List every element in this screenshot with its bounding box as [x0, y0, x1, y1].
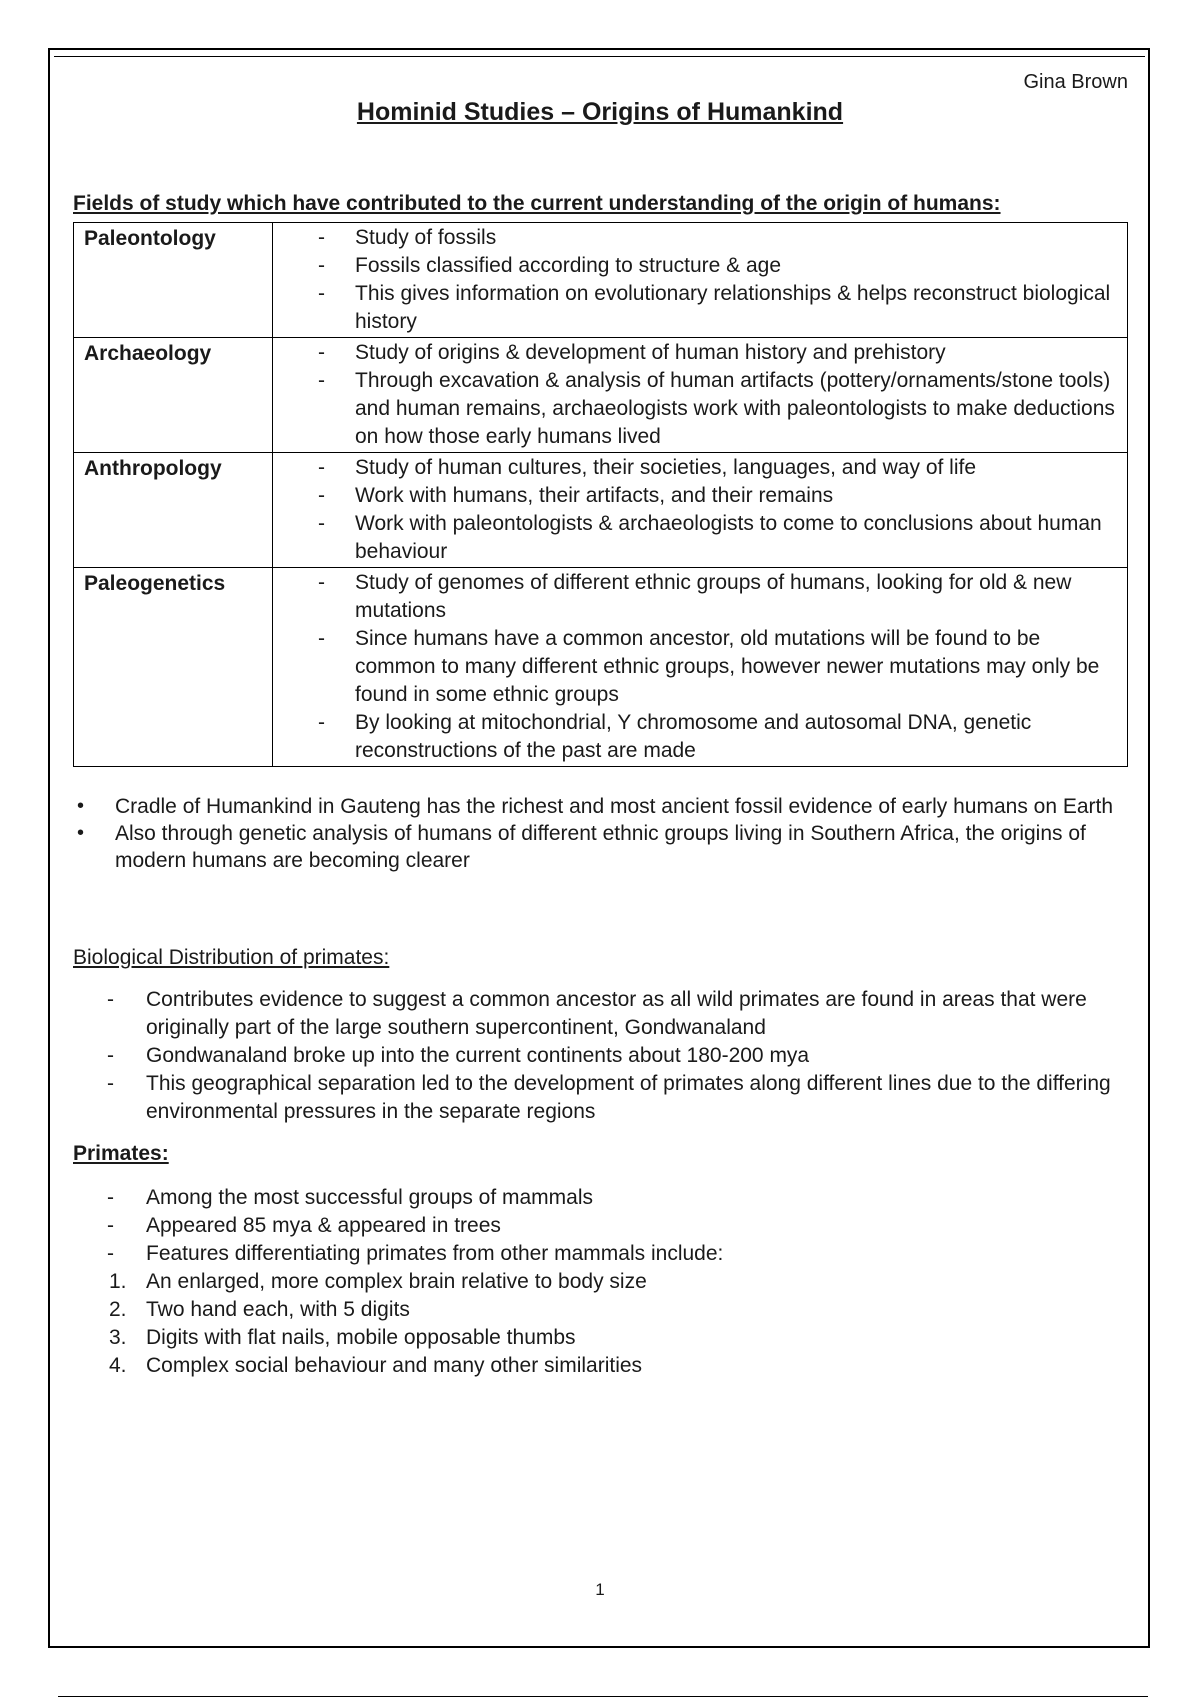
feature-text: Digits with flat nails, mobile opposable thumbs: [146, 1326, 576, 1349]
field-point: - This gives information on evolutionary relationships & helps reconstruct biological history: [273, 280, 1127, 336]
summary-bullets: [73, 793, 1128, 874]
field-row: [74, 568, 1128, 767]
feature-item: [73, 1296, 1128, 1324]
summary-bullet: • Also through genetic analysis of humans of different ethnic groups living in Southern Africa, the origins of modern humans are becoming clearer: [73, 820, 1128, 874]
field-point: - Work with humans, their artifacts, and their remains: [273, 482, 1127, 510]
fields-table: [73, 222, 1128, 767]
primates-points: [73, 1184, 1128, 1268]
field-name: Archaeology: [74, 338, 273, 453]
field-name: Anthropology: [74, 453, 273, 568]
field-point: - Fossils classified according to structure & age: [273, 252, 1127, 280]
bio-heading: Biological Distribution of primates:: [73, 946, 390, 969]
field-name: Paleogenetics: [74, 568, 273, 767]
primates-point: - Features differentiating primates from other mammals include:: [73, 1240, 1128, 1268]
feature-text: An enlarged, more complex brain relative to body size: [146, 1270, 647, 1293]
field-point: - Study of human cultures, their societies, languages, and way of life: [273, 454, 1127, 482]
feature-number: 4.: [109, 1354, 127, 1377]
document-title: Hominid Studies – Origins of Humankind: [356, 98, 844, 126]
primates-point: - Among the most successful groups of mammals: [73, 1184, 1128, 1212]
field-description: [273, 568, 1128, 767]
field-description: [273, 453, 1128, 568]
bio-points: [73, 986, 1128, 1126]
document-body: [73, 190, 1128, 1380]
field-description: [273, 223, 1128, 338]
feature-number: 2.: [109, 1298, 127, 1321]
primates-heading: Primates:: [73, 1142, 169, 1165]
field-point: - Study of origins & development of human history and prehistory: [273, 339, 1127, 367]
feature-item: [73, 1324, 1128, 1352]
bottom-rule: [58, 1696, 1148, 1697]
bio-point: - Contributes evidence to suggest a common ancestor as all wild primates are found in areas that were originally part of the large southern supercontinent, Gondwanaland: [73, 986, 1128, 1042]
field-point: - Study of fossils: [273, 224, 1127, 252]
field-point: - By looking at mitochondrial, Y chromosome and autosomal DNA, genetic reconstructions of the past are made: [273, 709, 1127, 765]
feature-text: Two hand each, with 5 digits: [146, 1298, 410, 1321]
feature-item: [73, 1268, 1128, 1296]
field-point: - Work with paleontologists & archaeologists to come to conclusions about human behaviour: [273, 510, 1127, 566]
bio-point: - This geographical separation led to the development of primates along different lines due to the differing environmental pressures in the separate regions: [73, 1070, 1128, 1126]
field-description: [273, 338, 1128, 453]
feature-text: Complex social behaviour and many other similarities: [146, 1354, 643, 1377]
field-name: Paleontology: [74, 223, 273, 338]
top-rule: [54, 56, 1145, 57]
page-number: 1: [595, 1580, 605, 1599]
feature-number: 1.: [109, 1270, 127, 1293]
field-point: - Through excavation & analysis of human artifacts (pottery/ornaments/stone tools) and human remains, archaeologists work with paleontologists to make deductions on how those early humans lived: [273, 367, 1127, 451]
field-row: [74, 453, 1128, 568]
bio-point: - Gondwanaland broke up into the current continents about 180-200 mya: [73, 1042, 1128, 1070]
author-name: Gina Brown: [1023, 71, 1128, 93]
primates-features: [73, 1268, 1128, 1380]
feature-item: [73, 1352, 1128, 1380]
fields-heading: Fields of study which have contributed to the current understanding of the origin of humans:: [73, 192, 1001, 215]
summary-bullet: • Cradle of Humankind in Gauteng has the richest and most ancient fossil evidence of early humans on Earth: [73, 793, 1128, 820]
field-row: [74, 223, 1128, 338]
field-point: - Since humans have a common ancestor, old mutations will be found to be common to many different ethnic groups, however newer mutations may only be found in some ethnic groups: [273, 625, 1127, 709]
field-row: [74, 338, 1128, 453]
feature-number: 3.: [109, 1326, 127, 1349]
primates-point: - Appeared 85 mya & appeared in trees: [73, 1212, 1128, 1240]
field-point: - Study of genomes of different ethnic groups of humans, looking for old & new mutations: [273, 569, 1127, 625]
